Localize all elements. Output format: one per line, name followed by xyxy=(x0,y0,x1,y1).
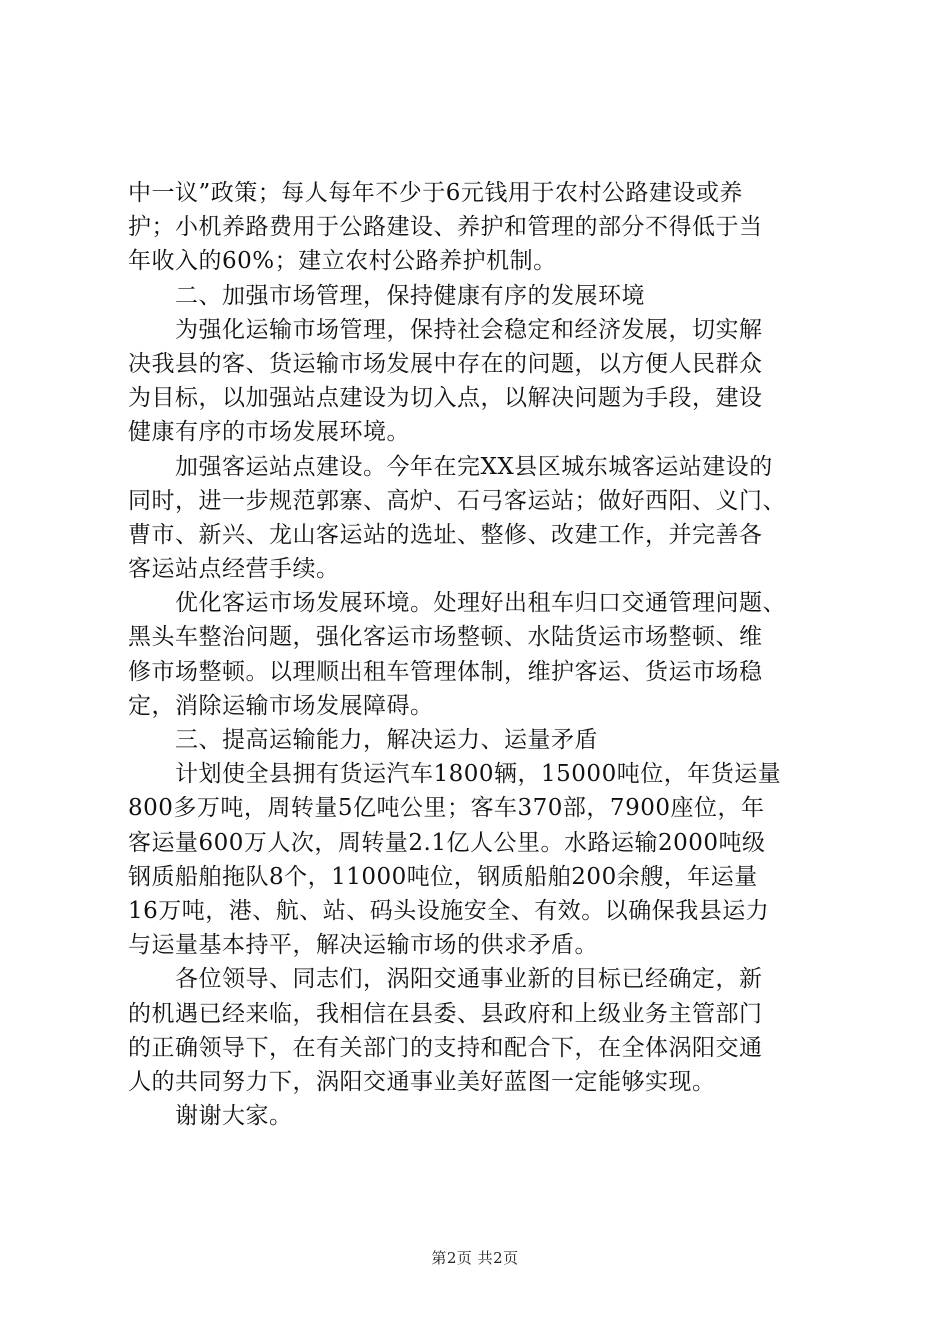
text-line: 同时，进一步规范郭寨、高炉、石弓客运站；做好西阳、义门、 xyxy=(128,487,786,514)
text-line: 健康有序的市场发展环境。 xyxy=(128,419,410,446)
text-line: 16万吨，港、航、站、码头设施安全、有效。以确保我县运力 xyxy=(128,897,770,924)
text-line: 计划使全县拥有货运汽车1800辆，15000吨位，年货运量 xyxy=(175,761,782,788)
text-line: 黑头车整治问题，强化客运市场整顿、水陆货运市场整顿、维 xyxy=(128,624,763,651)
text-line: 客运量600万人次，周转量2.1亿人公里。水路运输2000吨级 xyxy=(128,829,766,856)
text-line: 的机遇已经来临，我相信在县委、县政府和上级业务主管部门 xyxy=(128,1000,763,1027)
text-line: 加强客运站点建设。今年在完XX县区城东城客运站建设的 xyxy=(175,453,773,480)
text-line: 二、加强市场管理，保持健康有序的发展环境 xyxy=(175,282,645,309)
text-line: 与运量基本持平，解决运输市场的供求矛盾。 xyxy=(128,932,598,959)
text-line: 谢谢大家。 xyxy=(175,1103,293,1130)
text-line: 钢质船舶拖队8个，11000吨位，钢质船舶200余艘，年运量 xyxy=(128,863,758,890)
document-body xyxy=(128,176,836,1133)
page-footer: 第2页 共2页 xyxy=(431,1249,519,1267)
text-line: 修市场整顿。以理顺出租车管理体制，维护客运、货运市场稳 xyxy=(128,658,763,685)
text-line: 定，消除运输市场发展障碍。 xyxy=(128,692,434,719)
text-line: 中一议”政策；每人每年不少于6元钱用于农村公路建设或养 xyxy=(128,180,743,206)
text-line: 客运站点经营手续。 xyxy=(128,556,340,583)
text-line: 护；小机养路费用于公路建设、养护和管理的部分不得低于当 xyxy=(128,214,763,241)
text-line: 三、提高运输能力，解决运力、运量矛盾 xyxy=(175,727,598,753)
text-line: 曹市、新兴、龙山客运站的选址、整修、改建工作，并完善各 xyxy=(128,521,763,548)
text-line: 的正确领导下，在有关部门的支持和配合下，在全体涡阳交通 xyxy=(128,1034,763,1061)
text-line: 为目标，以加强站点建设为切入点，以解决问题为手段，建设 xyxy=(128,385,763,412)
text-line: 优化客运市场发展环境。处理好出租车归口交通管理问题、 xyxy=(175,590,786,617)
text-line: 800多万吨，周转量5亿吨公里；客车370部，7900座位，年 xyxy=(128,795,765,822)
text-line: 各位领导、同志们，涡阳交通事业新的目标已经确定，新 xyxy=(175,966,763,993)
text-line: 决我县的客、货运输市场发展中存在的问题，以方便人民群众 xyxy=(128,350,763,377)
text-line: 人的共同努力下，涡阳交通事业美好蓝图一定能够实现。 xyxy=(128,1068,716,1095)
text-line: 年收入的60%；建立农村公路养护机制。 xyxy=(128,248,557,275)
text-line: 为强化运输市场管理，保持社会稳定和经济发展，切实解 xyxy=(175,316,763,343)
